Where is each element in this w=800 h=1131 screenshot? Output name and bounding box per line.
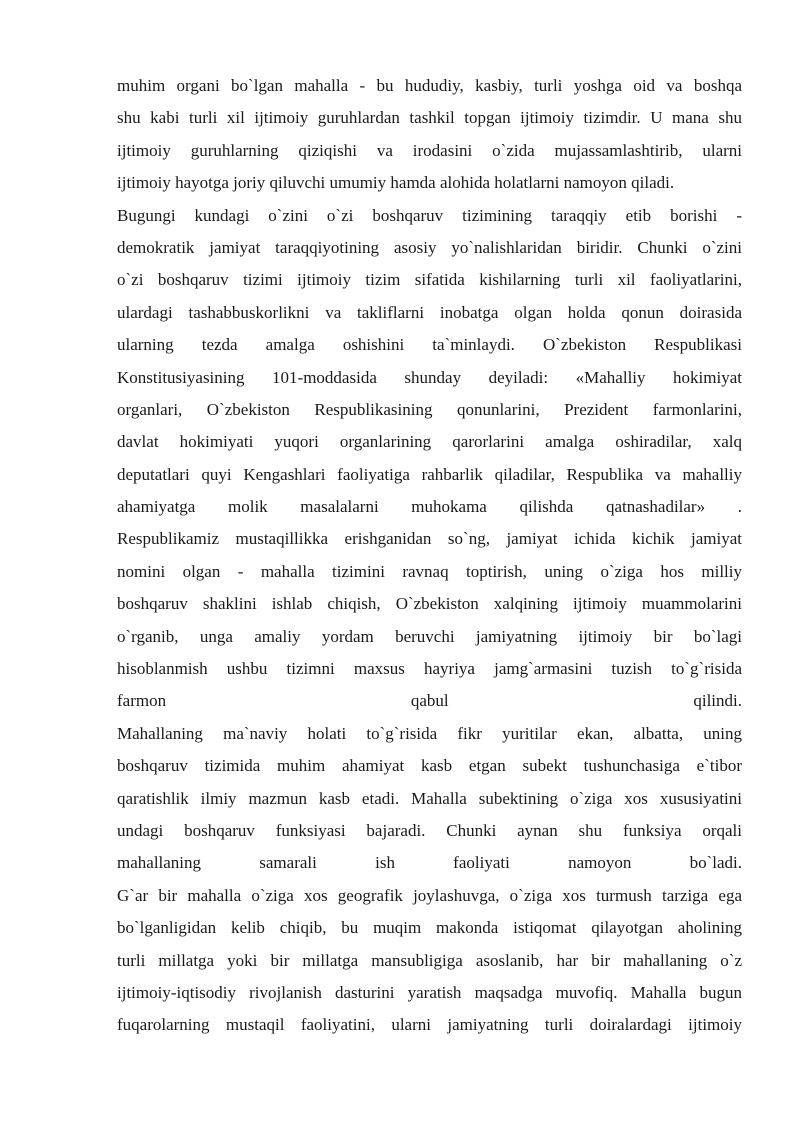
text-line: boshqaruv tizimida muhim ahamiyat kasb etgan subekt tushunchasiga e`tibor [117, 756, 742, 776]
text-line: ijtimoiy guruhlarning qiziqishi va irodasini o`zida mujassamlashtirib, ularni [117, 140, 742, 160]
text-line: qaratishlik ilmiy mazmun kasb etadi. Mahalla subektining o`ziga xos xususiyatini [117, 788, 742, 808]
text-line: muhim organi bo`lgan mahalla - bu hududiy, kasbiy, turli yoshga oid va boshqa [117, 76, 742, 95]
text-line: davlat hokimiyati yuqori organlarining qarorlarini amalga oshiradilar, xalq [117, 432, 742, 452]
text-line: o`rganib, unga amaliy yordam beruvchi jamiyatning ijtimoiy bir bo`lagi [117, 626, 742, 646]
text-line: boshqaruv shaklini ishlab chiqish, O`zbekiston xalqining ijtimoiy muammolarini [117, 594, 742, 614]
text-line: hisoblanmish ushbu tizimni maxsus hayriya jamg`armasini tuzish to`g`risida [117, 659, 742, 679]
text-line: ahamiyatga molik masalalarni muhokama qilishda qatnashadilar» . [117, 497, 742, 517]
text-line: G`ar bir mahalla o`ziga xos geografik joylashuvga, o`ziga xos turmush tarziga ega [117, 885, 742, 905]
text-line: deputatlari quyi Kengashlari faoliyatiga rahbarlik qiladilar, Respublika va mahalliy [117, 464, 742, 484]
text-line: ijtimoiy-iqtisodiy rivojlanish dasturini yaratish maqsadga muvofiq. Mahalla bugun [117, 982, 742, 1002]
text-line: bo`lganligidan kelib chiqib, bu muqim makonda istiqomat qilayotgan aholining [117, 918, 742, 938]
text-line: mahallaning samarali ish faoliyati namoyon bo`ladi. [117, 853, 742, 873]
text-line: undagi boshqaruv funksiyasi bajaradi. Chunki aynan shu funksiya orqali [117, 820, 742, 840]
text-line: Respublikamiz mustaqillikka erishganidan so`ng, jamiyat ichida kichik jamiyat [117, 529, 742, 549]
text-line: farmon qabul qilindi. [117, 691, 742, 711]
text-line: organlari, O`zbekiston Respublikasining qonunlarini, Prezident farmonlarini, [117, 399, 742, 419]
text-line: nomini olgan - mahalla tizimini ravnaq toptirish, uning o`ziga hos milliy [117, 561, 742, 581]
text-line: Mahallaning ma`naviy holati to`g`risida fikr yuritilar ekan, albatta, uning [117, 723, 742, 743]
document-page [117, 70, 742, 1042]
text-line: ulardagi tashabbuskorlikni va takliflarni inobatga olgan holda qonun doirasida [117, 302, 742, 322]
text-line: Konstitusiyasining 101-moddasida shunday deyiladi: «Mahalliy hokimiyat [117, 367, 742, 387]
text-line: shu kabi turli xil ijtimoiy guruhlardan tashkil topgan ijtimoiy tizimdir. U mana shu [117, 108, 742, 128]
text-line: Bugungi kundagi o`zini o`zi boshqaruv tizimining taraqqiy etib borishi - [117, 205, 742, 225]
text-line: ularning tezda amalga oshishini ta`minlaydi. O`zbekiston Respublikasi [117, 335, 742, 355]
text-line: fuqarolarning mustaqil faoliyatini, ularni jamiyatning turli doiralardagi ijtimoiy [117, 1015, 742, 1035]
text-line: turli millatga yoki bir millatga mansubligiga asoslanib, har bir mahallaning o`z [117, 950, 742, 970]
text-line: ijtimoiy hayotga joriy qiluvchi umumiy hamda alohida holatlarni namoyon qiladi. [117, 173, 675, 193]
text-line: demokratik jamiyat taraqqiyotining asosiy yo`nalishlaridan biridir. Chunki o`zini [117, 237, 742, 257]
text-line: o`zi boshqaruv tizimi ijtimoiy tizim sifatida kishilarning turli xil faoliyatlarini, [117, 270, 742, 290]
